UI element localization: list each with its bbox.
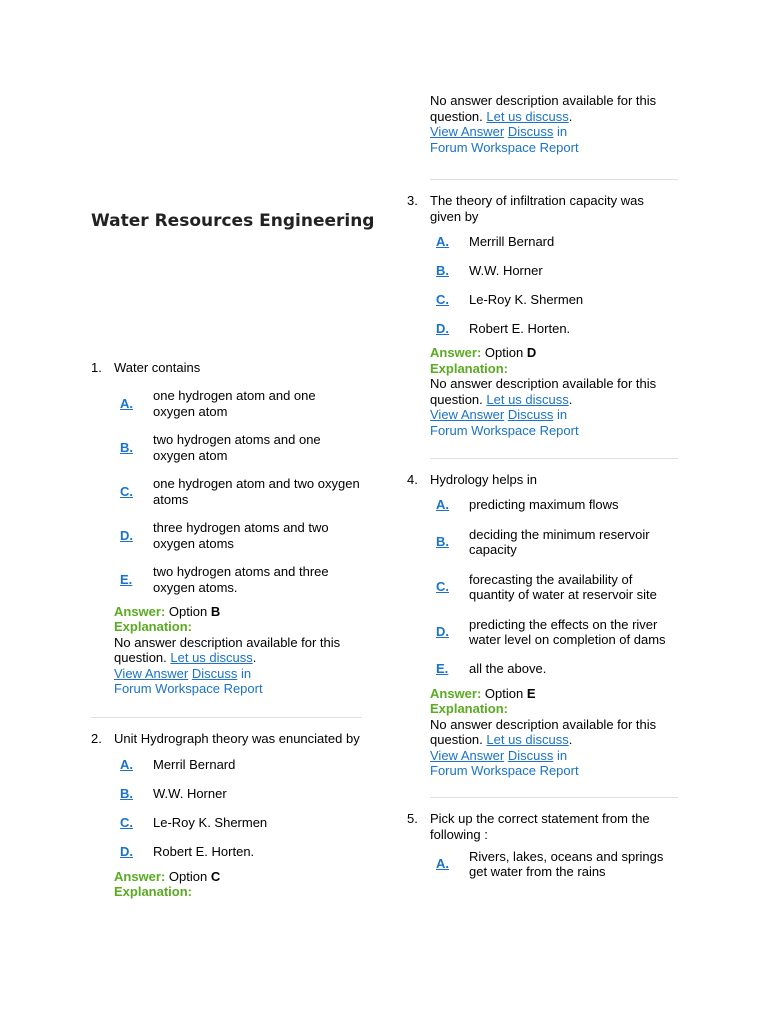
- explanation-label: Explanation:: [114, 884, 193, 899]
- option-d[interactable]: D. Robert E. Horten.: [436, 320, 571, 336]
- divider: [430, 458, 678, 459]
- answer-line: Answer: Option E: [430, 685, 536, 701]
- option-b[interactable]: B. W.W. Horner: [120, 786, 227, 802]
- question-text: Water contains: [114, 360, 201, 375]
- option-a[interactable]: A. Merril Bernard: [120, 757, 236, 773]
- option-a[interactable]: A. Merrill Bernard: [436, 233, 555, 249]
- option-b[interactable]: B. deciding the minimum reservoir capacity: [436, 526, 650, 557]
- options-list: [430, 227, 677, 343]
- divider: [91, 717, 362, 718]
- answer-links: View Answer Discuss in: [430, 747, 568, 763]
- divider: [430, 797, 678, 798]
- option-e[interactable]: E. two hydrogen atoms and three oxygen atoms.: [120, 564, 329, 595]
- question-1: [91, 360, 361, 697]
- answer-links: View Answer Discuss in: [430, 124, 568, 139]
- discuss-link[interactable]: Discuss: [191, 665, 238, 681]
- question-5: [407, 811, 677, 880]
- lets-discuss-link[interactable]: Let us discuss: [486, 391, 569, 407]
- question-text: The theory of infiltration capacity was given by: [430, 193, 644, 224]
- option-a[interactable]: A. Rivers, lakes, oceans and springs get water from the rains: [436, 848, 664, 879]
- question-3: [407, 193, 677, 438]
- carryover-answer-block: [430, 93, 690, 155]
- question-number: 2.: [91, 731, 102, 746]
- no-description-text: No answer description available for this question. Let us discuss.: [114, 634, 341, 665]
- lets-discuss-link[interactable]: Let us discuss: [486, 732, 569, 747]
- question-text: Unit Hydrograph theory was enunciated by: [114, 731, 360, 746]
- option-c[interactable]: C. Le-Roy K. Shermen: [436, 291, 584, 307]
- question-2: [91, 731, 361, 900]
- view-answer-link[interactable]: View Answer: [430, 407, 505, 422]
- no-description-text: No answer description available for this question. Let us discuss.: [430, 376, 657, 407]
- divider: [430, 179, 678, 180]
- forum-workspace-report[interactable]: Forum Workspace Report: [430, 139, 579, 155]
- explanation-label: Explanation:: [114, 619, 193, 634]
- question-4: [407, 472, 677, 779]
- explanation-label: Explanation:: [430, 360, 509, 376]
- forum-workspace-report[interactable]: Forum Workspace Report: [114, 681, 263, 696]
- options-list: [430, 848, 677, 880]
- option-c[interactable]: C. one hydrogen atom and two oxygen atoms: [120, 476, 360, 507]
- answer-block: [114, 869, 361, 900]
- answer-links: View Answer Discuss in: [114, 665, 252, 681]
- no-description-text: No answer description available for this question. Let us discuss.: [430, 716, 657, 747]
- question-text: Pick up the correct statement from the following :: [430, 811, 650, 842]
- option-d[interactable]: D. predicting the effects on the river water level on completion of dams: [436, 616, 666, 647]
- question-number: 3.: [407, 193, 418, 208]
- answer-block: [114, 604, 361, 697]
- no-description-text: No answer description available for this question. Let us discuss.: [430, 93, 657, 124]
- answer-value: D: [526, 345, 537, 360]
- option-a[interactable]: A. predicting maximum flows: [436, 497, 619, 513]
- options-list: [114, 751, 361, 867]
- answer-value: C: [210, 868, 221, 884]
- options-list: [114, 382, 361, 602]
- answer-value: E: [526, 685, 536, 701]
- option-e[interactable]: E. all the above.: [436, 661, 547, 677]
- lets-discuss-link[interactable]: Let us discuss: [170, 650, 253, 665]
- discuss-link[interactable]: Discuss: [507, 407, 554, 422]
- page-title: Water Resources Engineering: [91, 211, 375, 231]
- forum-workspace-report[interactable]: Forum Workspace Report: [430, 763, 579, 778]
- question-number: 1.: [91, 360, 102, 375]
- option-c[interactable]: C. Le-Roy K. Shermen: [120, 815, 268, 831]
- option-c[interactable]: C. forecasting the availability of quantity of water at reservoir site: [436, 571, 657, 602]
- answer-block: [430, 345, 677, 438]
- view-answer-link[interactable]: View Answer: [430, 747, 505, 763]
- view-answer-link[interactable]: View Answer: [114, 665, 189, 681]
- question-text: Hydrology helps in: [430, 472, 537, 487]
- explanation-label: Explanation:: [430, 701, 509, 716]
- question-number: 4.: [407, 472, 418, 487]
- question-number: 5.: [407, 811, 418, 826]
- forum-workspace-report[interactable]: Forum Workspace Report: [430, 422, 579, 438]
- option-d[interactable]: D. three hydrogen atoms and two oxygen atoms: [120, 520, 329, 551]
- option-b[interactable]: B. two hydrogen atoms and one oxygen atom: [120, 432, 321, 463]
- lets-discuss-link[interactable]: Let us discuss: [486, 108, 569, 124]
- discuss-link[interactable]: Discuss: [507, 747, 554, 763]
- answer-line: Answer: Option C: [114, 868, 221, 884]
- discuss-link[interactable]: Discuss: [507, 124, 554, 139]
- view-answer-link[interactable]: View Answer: [430, 124, 505, 139]
- options-list: [430, 491, 677, 684]
- answer-links: View Answer Discuss in: [430, 407, 568, 422]
- option-b[interactable]: B. W.W. Horner: [436, 262, 543, 278]
- option-d[interactable]: D. Robert E. Horten.: [120, 844, 255, 860]
- answer-value: B: [210, 603, 221, 619]
- answer-block: [430, 686, 677, 779]
- answer-line: Answer: Option D: [430, 345, 537, 360]
- option-a[interactable]: A. one hydrogen atom and one oxygen atom: [120, 388, 316, 419]
- answer-line: Answer: Option B: [114, 603, 221, 619]
